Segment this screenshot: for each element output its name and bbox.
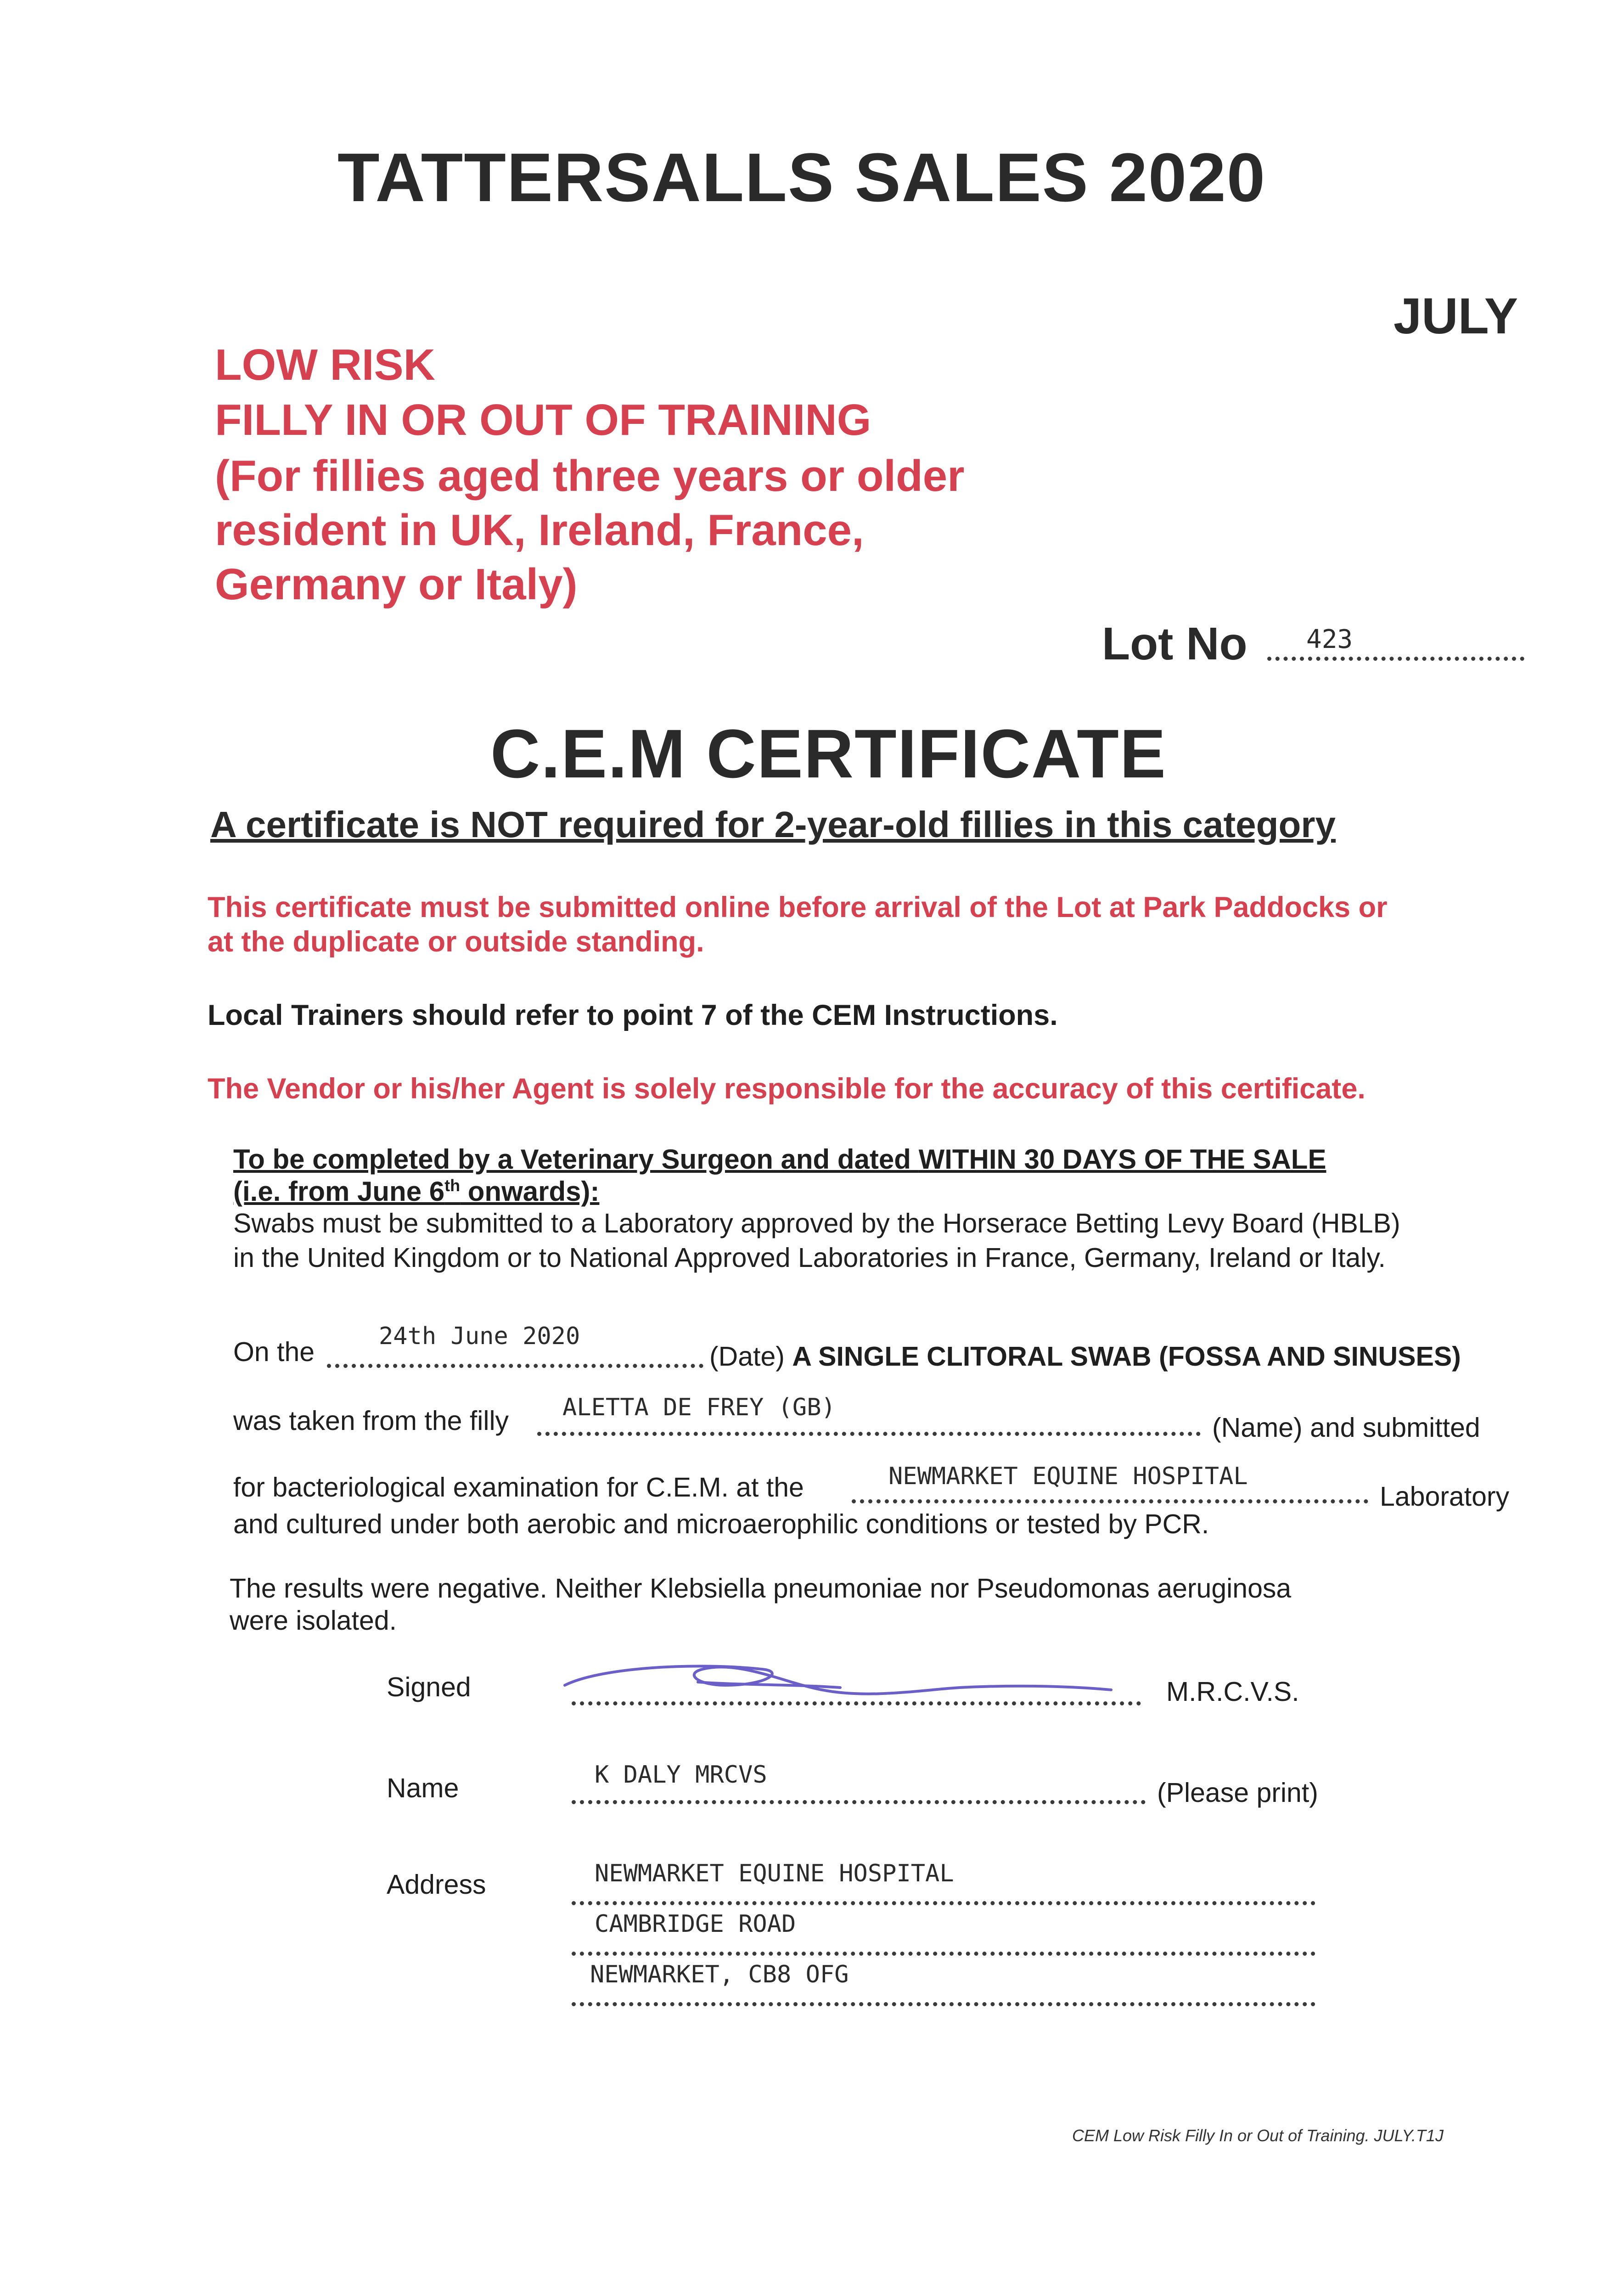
lot-dots <box>1267 657 1524 661</box>
vet-name-value: K DALY MRCVS <box>595 1761 767 1789</box>
filly-dots <box>537 1432 1201 1436</box>
address-dots-2 <box>572 1952 1315 1956</box>
address-dots-3 <box>572 2002 1315 2006</box>
submit-note-line-1: This certificate must be submitted online before arrival of the Lot at Park Paddocks or <box>208 891 1388 923</box>
name-dots <box>572 1800 1146 1804</box>
instructions-heading-line-1 <box>233 1143 1326 1175</box>
page-title: TATTERSALLS SALES 2020 <box>337 139 1266 216</box>
on-the-label: On the <box>233 1337 315 1367</box>
address-line-1: NEWMARKET EQUINE HOSPITAL <box>595 1860 954 1887</box>
sale-month: JULY <box>1394 288 1518 344</box>
address-line-2: CAMBRIDGE ROAD <box>595 1910 796 1938</box>
instructions-heading-text: To be completed by a Veterinary Surgeon and dated <box>233 1144 919 1175</box>
local-trainers-note: Local Trainers should refer to point 7 of the CEM Instructions. <box>208 999 1058 1031</box>
taken-from-label: was taken from the filly <box>233 1406 509 1436</box>
instructions-date-post: onwards): <box>460 1176 600 1207</box>
category-line-3: (For fillies aged three years or older <box>215 451 965 501</box>
signed-label: Signed <box>387 1672 471 1702</box>
results-line-2: were isolated. <box>230 1605 397 1636</box>
mrcvs-label: M.R.C.V.S. <box>1166 1677 1299 1707</box>
address-dots-1 <box>572 1901 1315 1905</box>
please-print-label: (Please print) <box>1157 1778 1318 1808</box>
swab-description: A SINGLE CLITORAL SWAB (FOSSA AND SINUSES) <box>792 1341 1461 1372</box>
swabs-line-2: in the United Kingdom or to National Approved Laboratories in France, Germany, Ireland or Italy. <box>233 1243 1386 1273</box>
certificate-title: C.E.M CERTIFICATE <box>490 715 1167 792</box>
swabs-line-1: Swabs must be submitted to a Laboratory approved by the Horserace Betting Levy Board (HBLB) <box>233 1208 1400 1238</box>
footer-reference: CEM Low Risk Filly In or Out of Training. JULY.T1J <box>1072 2126 1444 2145</box>
not-required-note: A certificate is NOT required for 2-year-old fillies in this category <box>210 804 1336 845</box>
lot-label: Lot No <box>1102 618 1248 670</box>
instructions-heading-line-2 <box>233 1176 599 1207</box>
category-line-2: FILLY IN OR OUT OF TRAINING <box>215 395 871 445</box>
date-suffix-label: (Date) <box>709 1341 792 1372</box>
lab-name-value: NEWMARKET EQUINE HOSPITAL <box>888 1463 1248 1490</box>
address-line-3: NEWMARKET, CB8 OFG <box>590 1961 849 1988</box>
category-line-4: resident in UK, Ireland, France, <box>215 506 864 555</box>
vendor-responsibility-note: The Vendor or his/her Agent is solely responsible for the accuracy of this certificate. <box>208 1073 1366 1105</box>
name-suffix: (Name) and submitted <box>1212 1412 1480 1443</box>
signature-mark <box>546 1642 1143 1720</box>
instructions-date-pre: (i.e. from June 6 <box>233 1176 445 1207</box>
lot-value: 423 <box>1306 625 1353 654</box>
results-line-1: The results were negative. Neither Klebsiella pneumoniae nor Pseudomonas aeruginosa <box>230 1573 1292 1604</box>
instructions-heading-deadline: WITHIN 30 DAYS OF THE SALE <box>918 1144 1326 1175</box>
lab-suffix: Laboratory <box>1380 1481 1510 1512</box>
date-suffix <box>709 1341 1461 1372</box>
culture-statement: and cultured under both aerobic and microaerophilic conditions or tested by PCR. <box>233 1509 1209 1539</box>
date-dots <box>327 1364 703 1368</box>
name-label: Name <box>387 1773 459 1803</box>
category-line-5: Germany or Italy) <box>215 560 578 609</box>
exam-prefix: for bacteriological examination for C.E.M. at the <box>233 1472 804 1503</box>
instructions-date-sup: th <box>444 1176 461 1195</box>
filly-name-value: ALETTA DE FREY (GB) <box>562 1394 836 1421</box>
date-value: 24th June 2020 <box>379 1322 580 1350</box>
submit-note-line-2: at the duplicate or outside standing. <box>208 926 704 958</box>
lab-dots <box>852 1499 1368 1503</box>
category-line-1: LOW RISK <box>215 340 435 389</box>
address-label: Address <box>387 1869 486 1900</box>
